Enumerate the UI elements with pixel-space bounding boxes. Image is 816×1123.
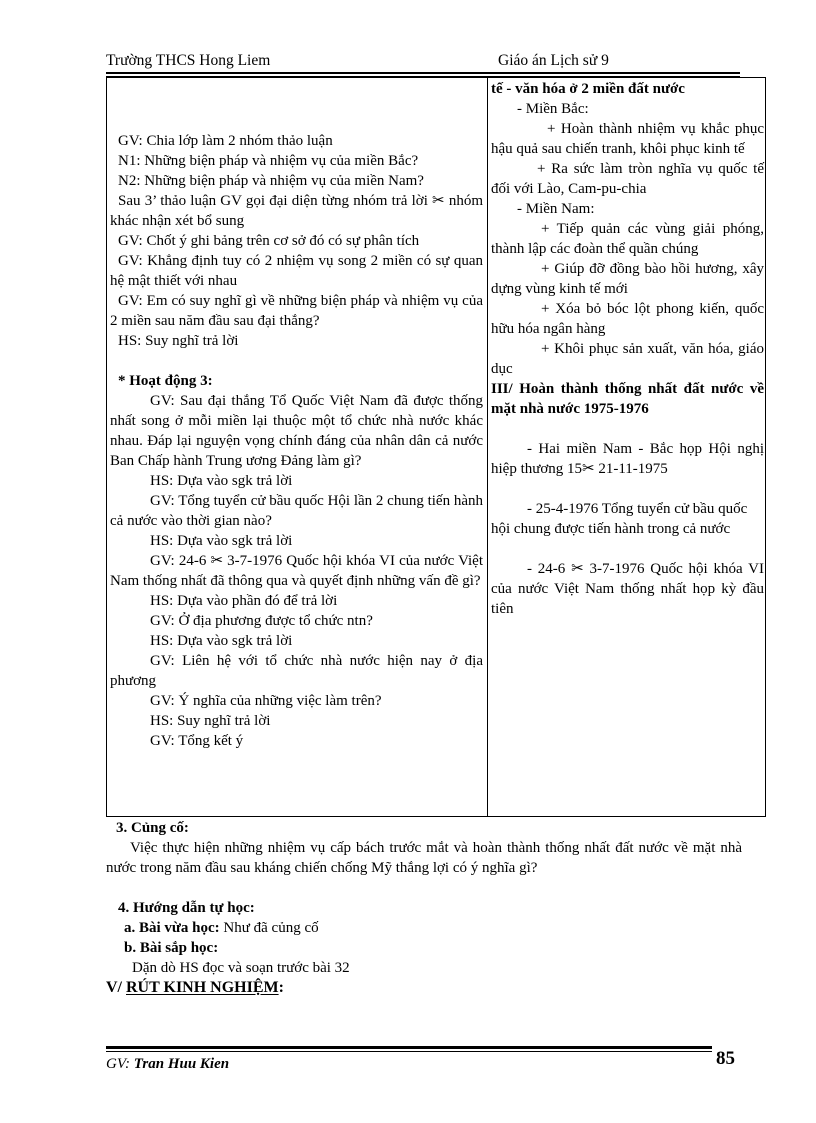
right-line: - 24-6 ✂ 3-7-1976 Quốc hội khóa VI của nước Việt Nam thống nhất họp kỳ đầu tiên — [491, 561, 764, 617]
right-line: + Xóa bỏ bóc lột phong kiến, quốc hữu hóa ngân hàng — [491, 301, 764, 337]
left-line: GV: Ở địa phương được tổ chức ntn? — [150, 613, 373, 629]
right-line: + Tiếp quản các vùng giải phóng, thành lập các đoàn thể quần chúng — [491, 221, 764, 257]
teacher-activities-column — [107, 78, 487, 816]
right-line: + Hoàn thành nhiệm vụ khắc phục hậu quả sau chiến tranh, khôi phục kinh tế — [491, 121, 764, 157]
consolidation-text: Việc thực hiện những nhiệm vụ cấp bách trước mắt và hoàn thành thống nhất đất nước về mặt nhà nước trong năm đầu sau kháng chiến chống Mỹ thắng lợi có ý nghĩa gì? — [106, 840, 742, 876]
left-line: Sau 3’ thảo luận GV gọi đại diện từng nhóm trả lời ✂ nhóm khác nhận xét bổ sung — [110, 193, 483, 229]
self-study-section — [106, 898, 766, 978]
left-line: GV: Ý nghĩa của những việc làm trên? — [150, 693, 382, 709]
right-line: + Giúp đỡ đồng bào hồi hương, xây dựng vùng kinh tế mới — [491, 261, 764, 297]
section-heading: III/ Hoàn thành thống nhất đất nước về mặt nhà nước 1975-1976 — [491, 381, 764, 417]
footer-rule-thin — [106, 1051, 712, 1052]
section-title: 4. Hướng dẫn tự học: — [118, 900, 255, 916]
left-line: GV: Tổng kết ý — [150, 733, 244, 749]
right-line: - Hai miền Nam - Bắc họp Hội nghị hiệp thương 15✂ 21-11-1975 — [491, 441, 764, 477]
lessons-learned-section: V/ RÚT KINH NGHIỆM: — [106, 979, 284, 996]
teacher-name: GV: Tran Huu Kien — [106, 1056, 230, 1072]
left-line: N2: Những biện pháp và nhiệm vụ của miền Nam? — [118, 173, 424, 189]
header-rule — [106, 72, 740, 74]
left-line: HS: Dựa vào sgk trả lời — [150, 473, 293, 489]
right-line: tế - văn hóa ở 2 miền đất nước — [491, 81, 685, 97]
left-line: GV: Chia lớp làm 2 nhóm thảo luận — [118, 133, 333, 149]
left-line: HS: Suy nghĩ trả lời — [150, 713, 271, 729]
self-study-item-b: b. Bài sắp học: — [124, 940, 219, 956]
right-line: + Ra sức làm tròn nghĩa vụ quốc tế đối với Lào, Cam-pu-chia — [491, 161, 764, 197]
left-line: GV: Chốt ý ghi bảng trên cơ sở đó có sự phân tích — [118, 233, 420, 249]
lesson-table — [106, 77, 766, 817]
left-line: GV: Em có suy nghĩ gì về những biện pháp và nhiệm vụ của 2 miền sau năm đầu sau đại thắng? — [110, 293, 483, 329]
self-study-instruction: Dặn dò HS đọc và soạn trước bài 32 — [132, 960, 350, 976]
right-line: - Miền Nam: — [517, 201, 595, 217]
right-line: - Miền Bắc: — [517, 101, 589, 117]
left-line: HS: Dựa vào sgk trả lời — [150, 633, 293, 649]
footer-rule — [106, 1046, 712, 1049]
left-line: N1: Những biện pháp và nhiệm vụ của miền Bắc? — [118, 153, 419, 169]
consolidation-section — [106, 818, 766, 878]
left-line: HS: Dựa vào sgk trả lời — [150, 533, 293, 549]
right-line: + Khôi phục sản xuất, văn hóa, giáo dục — [491, 341, 764, 377]
left-line: HS: Suy nghĩ trả lời — [118, 333, 239, 349]
left-line: GV: Tổng tuyển cử bầu quốc Hội lần 2 chung tiến hành cả nước vào thời gian nào? — [110, 493, 483, 529]
left-line: GV: 24-6 ✂ 3-7-1976 Quốc hội khóa VI của nước Việt Nam thống nhất đã thông qua và quyết định những vấn đề gì? — [110, 553, 483, 589]
lesson-content-column — [488, 78, 767, 816]
self-study-item-a: a. Bài vừa học: Như đã củng cố — [124, 920, 319, 936]
activity-heading: * Hoạt động 3: — [118, 373, 213, 389]
right-line: - 25-4-1976 Tổng tuyển cử bầu quốc hội chung được tiến hành trong cả nước — [491, 501, 748, 537]
school-name: Trường THCS Hong Liem — [106, 52, 271, 69]
left-line: GV: Sau đại thắng Tổ Quốc Việt Nam đã được thống nhất song ở mỗi miền lại thuộc một tổ chức nhà nước khác nhau. Đáp lại nguyện vọng chính đáng của nhân dân cả nước Ban Chấp hành Trung ương Đảng làm gì? — [110, 393, 483, 469]
lessons-learned-title: RÚT KINH NGHIỆM — [126, 979, 279, 996]
page-number: 85 — [716, 1048, 735, 1069]
left-line: GV: Liên hệ với tổ chức nhà nước hiện nay ở địa phương — [110, 653, 483, 689]
left-line: GV: Khẳng định tuy có 2 nhiệm vụ song 2 miền có sự quan hệ mật thiết với nhau — [110, 253, 483, 289]
left-line: HS: Dựa vào phần đó để trả lời — [150, 593, 338, 609]
subject-title: Giáo án Lịch sử 9 — [498, 52, 609, 69]
page-header — [106, 52, 740, 70]
section-title: 3. Củng cố: — [116, 820, 189, 836]
